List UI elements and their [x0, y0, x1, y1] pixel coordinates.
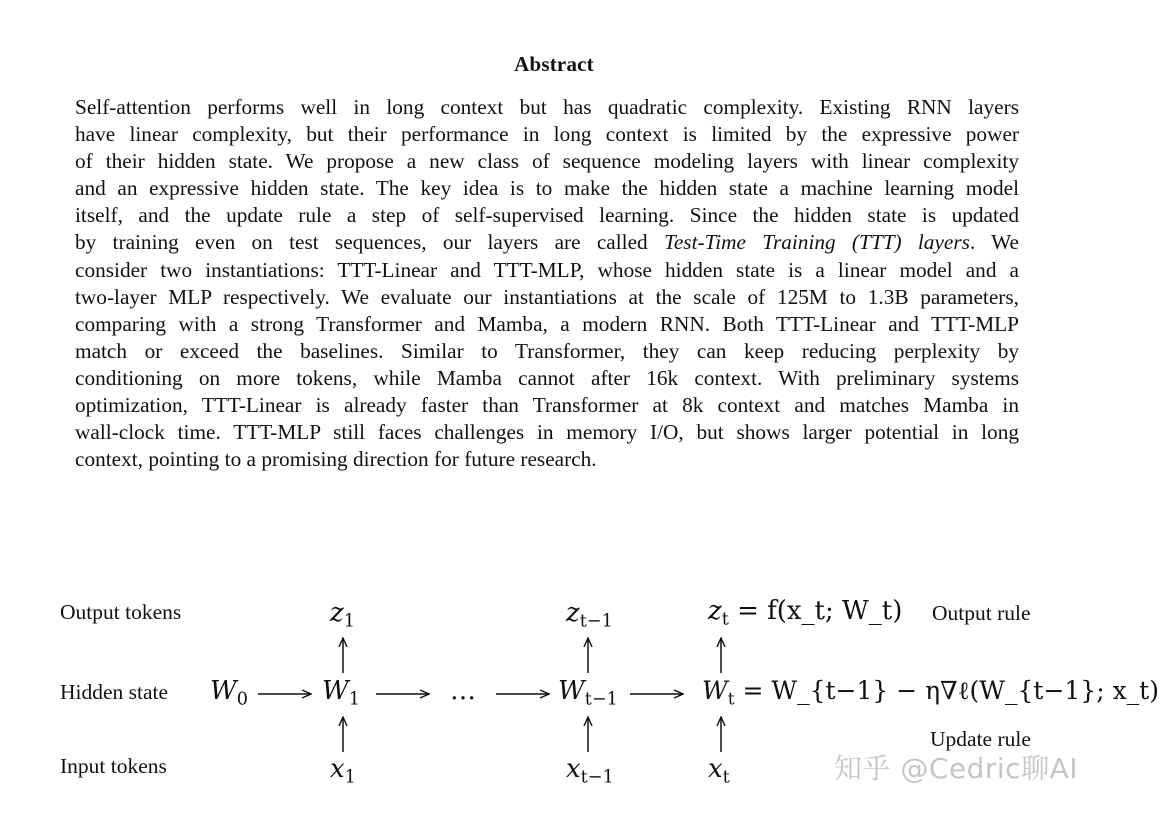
abstract-line: comparing with a strong Transformer and Mamba, a modern RNN. Both TTT-Linear and TTT-MLP — [75, 311, 1019, 336]
abstract-line: conditioning on more tokens, while Mamba cannot after 16k context. With preliminary systems — [75, 365, 1019, 390]
output-rule-label: Output rule — [932, 601, 1031, 625]
hidden-state-w0: $W_0$ — [210, 676, 248, 710]
abstract-line: consider two instantiations: TTT-Linear and TTT-MLP, whose hidden state is a linear model and a — [75, 257, 1019, 282]
abstract-title: Abstract — [514, 52, 594, 76]
abstract-line: of their hidden state. We propose a new class of sequence modeling layers with linear complexity — [75, 149, 1019, 174]
watermark: 知乎 @Cedric聊AI — [833, 752, 1078, 785]
abstract-line: by training even on test sequences, our layers are called Test-Time Training (TTT) layers. We — [75, 230, 1019, 255]
output-rule-equation: $z_t$ = f(x_t; W_t) — [708, 596, 903, 630]
output-tokens-label: Output tokens — [60, 600, 182, 624]
abstract-line: wall-clock time. TTT-MLP still faces challenges in memory I/O, but shows larger potential in long — [75, 420, 1019, 445]
hidden-state-w-t-minus-1: $W_{t-1}$ — [558, 676, 618, 710]
abstract-line: have linear complexity, but their performance in long context is limited by the expressive power — [75, 122, 1019, 147]
hidden-state-w1: $W_1$ — [322, 676, 360, 710]
abstract-line: and an expressive hidden state. The key idea is to make the hidden state a machine learning model — [75, 176, 1019, 201]
abstract-line: optimization, TTT-Linear is already faster than Transformer at 8k context and matches Mamba in — [75, 393, 1019, 418]
input-tokens-label: Input tokens — [60, 754, 167, 778]
update-rule-label: Update rule — [930, 727, 1031, 751]
abstract-line: context, pointing to a promising direction for future research. — [75, 447, 597, 472]
abstract-line: two-layer MLP respectively. We evaluate our instantiations at the scale of 125M to 1.3B parameters, — [75, 284, 1019, 309]
update-rule-equation: $W_t$ = W_{t−1} − η∇ℓ(W_{t−1}; x_t) — [702, 676, 1159, 710]
hidden-state-ellipsis: … — [450, 676, 476, 706]
input-token-x1: $x_1$ — [330, 754, 356, 788]
abstract-body — [75, 94, 1019, 473]
input-token-x-t-minus-1: $x_{t-1}$ — [566, 754, 614, 788]
output-token-z1: $z_1$ — [330, 598, 355, 632]
abstract-line: Self-attention performs well in long context but has quadratic complexity. Existing RNN layers — [75, 95, 1019, 119]
hidden-state-label: Hidden state — [60, 680, 169, 704]
abstract-line: match or exceed the baselines. Similar to Transformer, they can keep reducing perplexity by — [75, 338, 1019, 363]
abstract-line: itself, and the update rule a step of self-supervised learning. Since the hidden state is updated — [75, 203, 1019, 228]
ttt-layers-emphasis: Test-Time Training (TTT) layers — [663, 230, 970, 255]
input-token-x-t: $x_t$ — [708, 754, 730, 788]
output-token-z-t-minus-1: $z_{t-1}$ — [566, 598, 613, 632]
